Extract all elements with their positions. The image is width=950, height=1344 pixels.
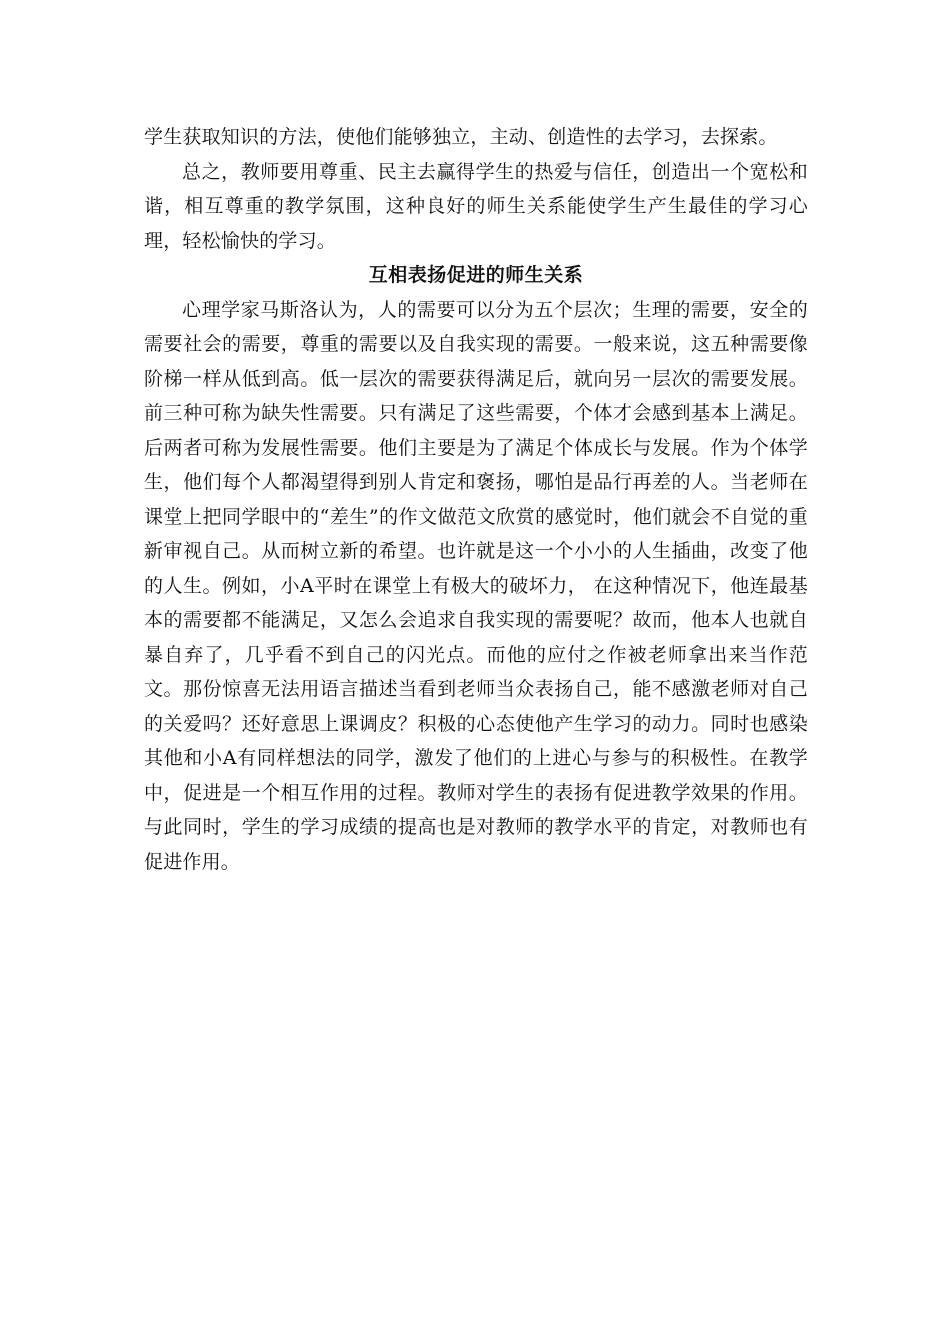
paragraph-maslow: 心理学家马斯洛认为，人的需要可以分为五个层次；生理的需要，安全的需要社会的需要，尊重的需要以及自我实现的需要。一般来说，这五种需要像阶梯一样从低到高。低一层次的需要获得满足后，就向另一层次的需要发展。前三种可称为缺失性需要。只有满足了这些需要，个体才会感到基本上满足。后两者可称为发展性需要。他们主要是为了满足个体成长与发展。作为个体学生，他们每个人都渴望得到别人肯定和褒扬，哪怕是品行再差的人。当老师在课堂上把同学眼中的“差生”的作文做范文欣赏的感觉时，他们就会不自觉的重新审视自己。从而树立新的希望。也许就是这一个小小的人生插曲，改变了他的人生。例如，小A平时在课堂上有极大的破坏力， 在这种情况下，他连最基本的需要都不能满足，又怎么会追求自我实现的需要呢？故而，他本人也就自暴自弃了，几乎看不到自己的闪光点。而他的应付之作被老师拿出来当作范文。那份惊喜无法用语言描述当看到老师当众表扬自己，能不感激老师对自己的关爱吗？还好意思上课调皮？积极的心态使他产生学习的动力。同时也感染其他和小A有同样想法的同学，激发了他们的上进心与参与的积极性。在教学中，促进是一个相互作用的过程。教师对学生的表扬有促进教学效果的作用。与此同时，学生的学习成绩的提高也是对教师的教学水平的肯定，对教师也有促进作用。 bbox=[144, 298, 808, 873]
section-heading: 互相表扬促进的师生关系 bbox=[368, 264, 584, 286]
paragraph-conclusion: 总之，教师要用尊重、民主去赢得学生的热爱与信任，创造出一个宽松和谐，相互尊重的教学氛围，这种良好的师生关系能使学生产生最佳的学习心理，轻松愉快的学习。 bbox=[144, 160, 808, 252]
paragraph-continuation: 学生获取知识的方法，使他们能够独立，主动、创造性的去学习，去探索。 bbox=[144, 126, 778, 148]
document-body bbox=[144, 120, 808, 879]
